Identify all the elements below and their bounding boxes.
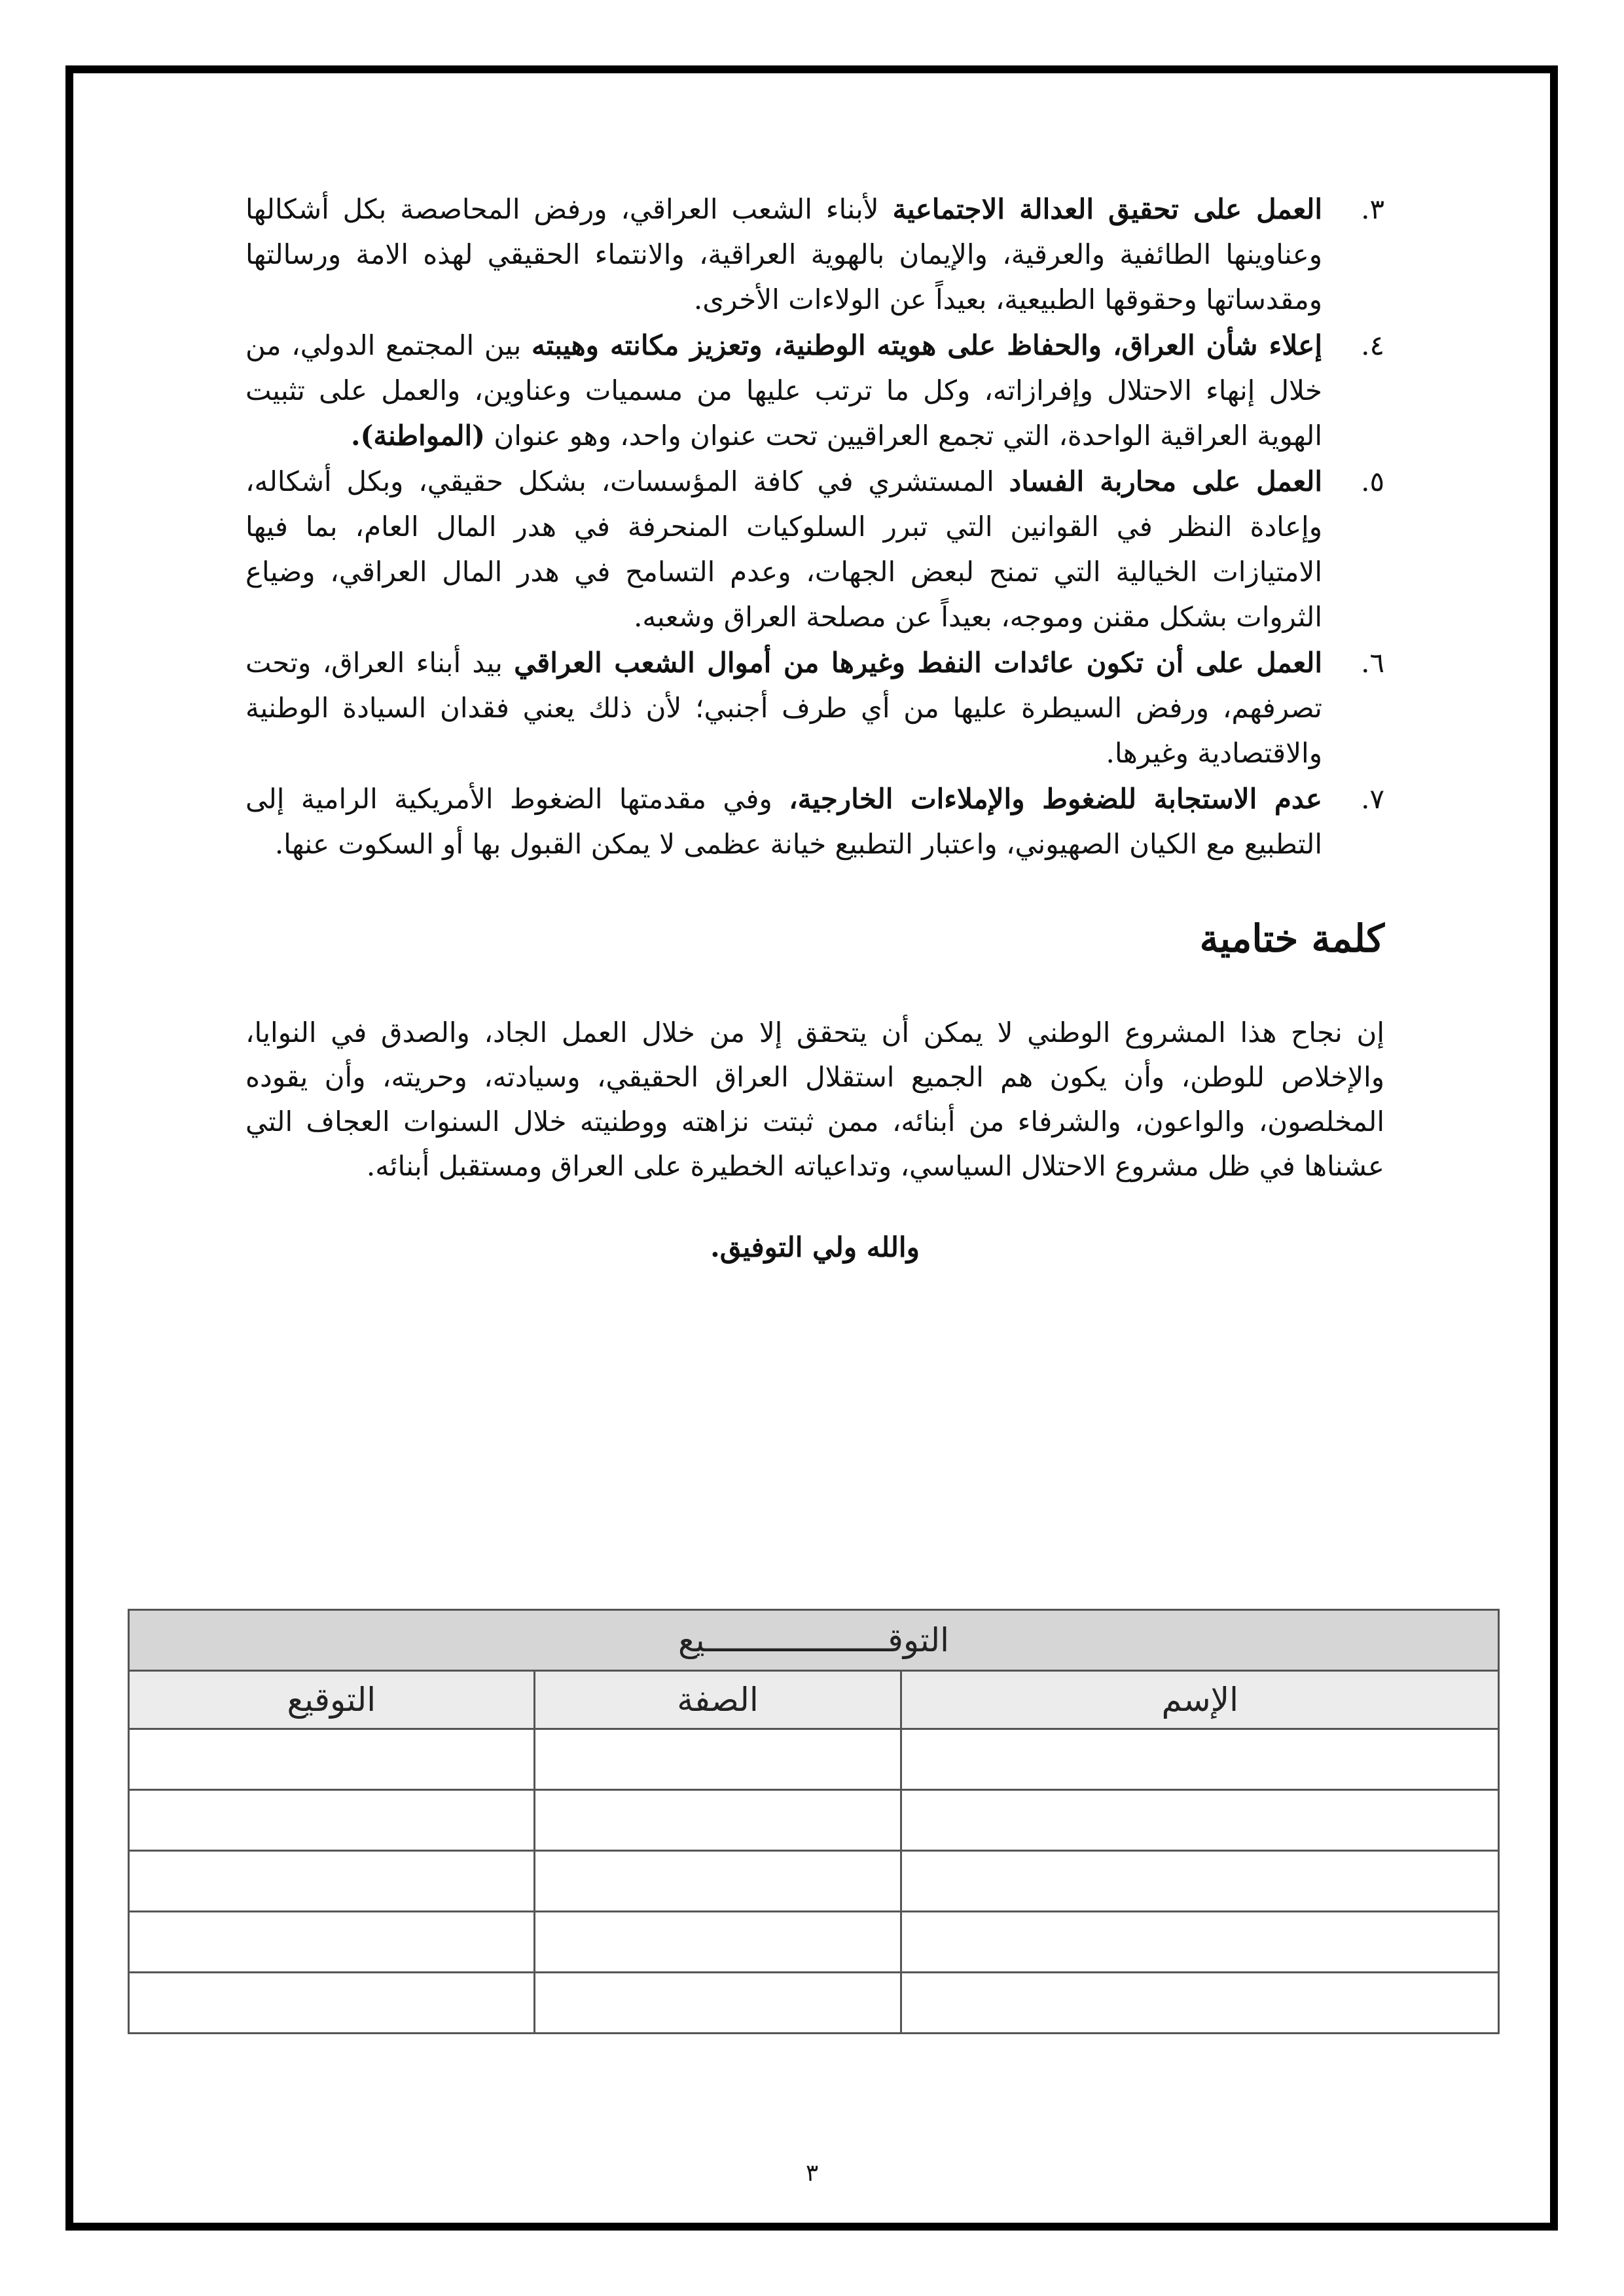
list-item-text: المستشري في كافة المؤسسات، بشكل حقيقي، وبكل أشكاله، وإعادة النظر في القوانين التي تبرر السلوكيات المنحرفة في هدر المال العام، بما فيها الامتيازات الخيالية التي تمنح لبعض الجهات، وعدم التسامح في هدر المال العراقي، وضياع الثروات بشكل مقنن وموجه، بعيداً عن مصلحة العراق وشعبه. (245, 465, 1322, 633)
signature-cell[interactable] (129, 1729, 535, 1790)
column-header-signature: التوقيع (129, 1671, 535, 1729)
table-row (129, 1973, 1499, 2034)
list-item-lead: العمل على محاربة الفساد (1009, 465, 1322, 497)
list-item-text: لأبناء الشعب العراقي، ورفض المحاصصة بكل أشكالها وعناوينها الطائفية والعرقية، والإيمان بالهوية العراقية، والانتماء الحقيقي لهذه الامة ورسالتها ومقدساتها وحقوقها الطبيعية، بعيداً عن الولاءات الأخرى. (245, 193, 1322, 315)
list-item (245, 640, 1384, 776)
column-header-name: الإسم (901, 1671, 1499, 1729)
list-item-number: ٦. (1361, 647, 1384, 679)
table-row (129, 1851, 1499, 1912)
list-item-text: بين المجتمع الدولي، من خلال إنهاء الاحتلال وإفرازاته، وكل ما ترتب عليها من مسميات وعناوين، والعمل على تثبيت الهوية العراقية الواحدة، التي تجمع العراقيين تحت عنوان واحد، وهو عنوان (245, 329, 1322, 452)
name-cell[interactable] (901, 1790, 1499, 1851)
signature-table-header-row (129, 1671, 1499, 1729)
points-list (245, 187, 1384, 867)
list-item-lead: عدم الاستجابة للضغوط والإملاءات الخارجية، (789, 783, 1322, 815)
list-item (245, 776, 1384, 867)
title-cell[interactable] (534, 1973, 901, 2034)
page-number: ٣ (805, 2160, 819, 2187)
list-item-number: ٣. (1361, 193, 1384, 225)
closing-paragraph: إن نجاح هذا المشروع الوطني لا يمكن أن يتحقق إلا من خلال العمل الجاد، والصدق في النوايا، والإخلاص للوطن، وأن يكون هم الجميع استقلال العراق الحقيقي، وسيادته، وحريته، وأن يقوده المخلصون، والواعون، والشرفاء من أبنائه، ممن ثبتت نزاهته ووطنيته خلال السنوات العجاف التي عشناها في ظل مشروع الاحتلال السياسي، وتداعياته الخطيرة على العراق ومستقبل أبنائه. (245, 1016, 1384, 1182)
title-cell[interactable] (534, 1851, 901, 1912)
closing-heading: كلمة ختامية (1199, 916, 1384, 961)
list-item (245, 459, 1384, 639)
signature-table-title-row (129, 1610, 1499, 1671)
closing-blessing: والله ولي التوفيق. (710, 1231, 920, 1263)
table-row (129, 1790, 1499, 1851)
signature-cell[interactable] (129, 1851, 535, 1912)
name-cell[interactable] (901, 1912, 1499, 1973)
name-cell[interactable] (901, 1973, 1499, 2034)
signature-cell[interactable] (129, 1973, 535, 2034)
table-row (129, 1912, 1499, 1973)
title-cell[interactable] (534, 1729, 901, 1790)
list-item (245, 187, 1384, 322)
list-item-number: ٤. (1361, 329, 1384, 361)
list-item-tail: (المواطنة). (350, 420, 486, 452)
list-item-number: ٥. (1361, 465, 1384, 497)
signature-cell[interactable] (129, 1912, 535, 1973)
title-cell[interactable] (534, 1790, 901, 1851)
list-item-lead: إعلاء شأن العراق، والحفاظ على هويته الوطنية، وتعزيز مكانته وهيبته (531, 329, 1322, 361)
signature-table-title: التوقـــــــــــــــــــيع (129, 1610, 1499, 1671)
list-item-text: وفي مقدمتها الضغوط الأمريكية الرامية إلى التطبيع مع الكيان الصهيوني، واعتبار التطبيع خيانة عظمى لا يمكن القبول بها أو السكوت عنها. (245, 783, 1322, 860)
column-header-title: الصفة (534, 1671, 901, 1729)
name-cell[interactable] (901, 1851, 1499, 1912)
list-item-lead: العمل على تحقيق العدالة الاجتماعية (892, 193, 1322, 225)
signature-cell[interactable] (129, 1790, 535, 1851)
name-cell[interactable] (901, 1729, 1499, 1790)
title-cell[interactable] (534, 1912, 901, 1973)
signature-table (128, 1609, 1500, 2034)
list-item-number: ٧. (1361, 783, 1384, 815)
document-body (245, 187, 1384, 1267)
table-row (129, 1729, 1499, 1790)
list-item (245, 323, 1384, 458)
list-item-lead: العمل على أن تكون عائدات النفط وغيرها من أموال الشعب العراقي (514, 647, 1322, 679)
list-item-text: بيد أبناء العراق، وتحت تصرفهم، ورفض السيطرة عليها من أي طرف أجنبي؛ لأن ذلك يعني فقدان السيادة الوطنية والاقتصادية وغيرها. (245, 647, 1322, 769)
